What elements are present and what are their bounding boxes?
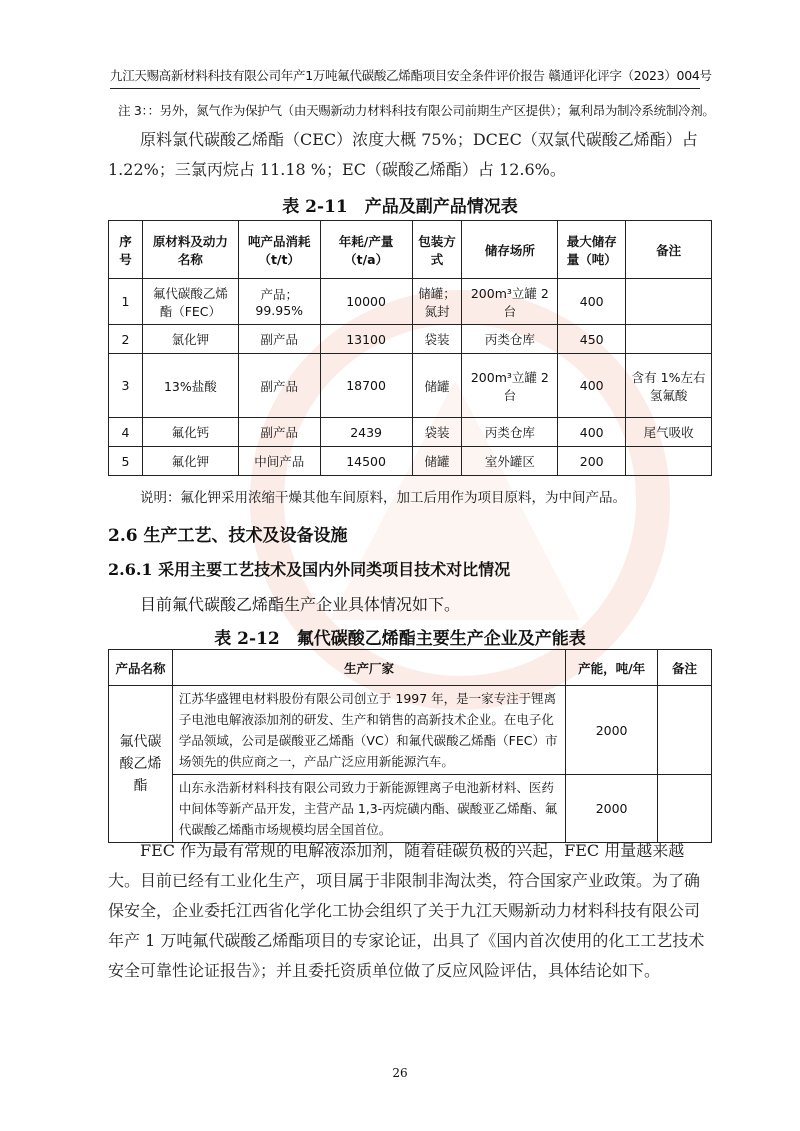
cell: 副产品 bbox=[238, 354, 320, 418]
cell: 副产品 bbox=[238, 325, 320, 354]
cell: 袋装 bbox=[412, 418, 462, 447]
cell: 丙类仓库 bbox=[462, 418, 558, 447]
cell bbox=[626, 279, 712, 325]
page-number: 26 bbox=[392, 1066, 408, 1080]
col-header: 备注 bbox=[658, 650, 712, 686]
subsection-heading: 2.6.1 采用主要工艺技术及国内外同类项目技术对比情况 bbox=[108, 560, 511, 579]
producer-table bbox=[108, 649, 712, 843]
paragraph-fec-usage: FEC 作为最有常规的电解液添加剂，随着硅碳负极的兴起，FEC 用量越来越大。目前已经有工业化生产，项目属于非限制非淘汰类，符合国家产业政策。为了确保安全，企业委托江西省化学化工协会组织了关于九江天赐新动力材料科技有限公司年产 1 万吨氟代碳酸乙烯酯项目的专家论证，出具了《国内首次使用的化工工艺技术安全可靠性论证报告》；并且委托资质单位做了反应风险评估，具体结论如下。 bbox=[108, 841, 705, 980]
table2-caption: 表 2-12 氟代碳酸乙烯酯主要生产企业及产能表 bbox=[214, 629, 586, 649]
cell: 5 bbox=[109, 447, 143, 476]
cell: 13%盐酸 bbox=[142, 354, 238, 418]
capacity-cell: 2000 bbox=[566, 775, 658, 843]
table-row bbox=[109, 354, 712, 418]
cell: 中间产品 bbox=[238, 447, 320, 476]
table-header-row bbox=[109, 650, 712, 686]
cell bbox=[626, 447, 712, 476]
capacity-cell: 2000 bbox=[566, 686, 658, 775]
paragraph-intro: 目前氟代碳酸乙烯酯生产企业具体情况如下。 bbox=[140, 595, 461, 614]
page-header: 九江天赐高新材料科技有限公司年产1万吨氟代碳酸乙烯酯项目安全条件评价报告 赣通评化评字（2023）004号 bbox=[110, 66, 700, 89]
section-heading: 2.6 生产工艺、技术及设备设施 bbox=[108, 526, 348, 546]
cell: 400 bbox=[558, 279, 626, 325]
col-header: 产能，吨/年 bbox=[566, 650, 658, 686]
cell: 400 bbox=[558, 354, 626, 418]
col-header: 产品名称 bbox=[109, 650, 173, 686]
col-header: 备注 bbox=[626, 221, 712, 279]
cell: 3 bbox=[109, 354, 143, 418]
cell: 1 bbox=[109, 279, 143, 325]
table-row bbox=[109, 279, 712, 325]
remark-cell bbox=[658, 686, 712, 775]
table-row bbox=[109, 686, 712, 775]
table-row bbox=[109, 775, 712, 843]
product-table bbox=[108, 220, 712, 476]
product-name-cell: 氟代碳酸乙烯酯 bbox=[109, 686, 173, 843]
remark-cell bbox=[658, 775, 712, 843]
cell: 袋装 bbox=[412, 325, 462, 354]
table1-explanation: 说明：氟化钾采用浓缩干燥其他车间原料，加工后用作为项目原料，为中间产品。 bbox=[140, 490, 626, 506]
cell: 氟代碳酸乙烯酯（FEC） bbox=[142, 279, 238, 325]
cell: 丙类仓库 bbox=[462, 325, 558, 354]
col-header: 吨产品消耗（t/t） bbox=[238, 221, 320, 279]
cell: 2 bbox=[109, 325, 143, 354]
table1-caption: 表 2-11 产品及副产品情况表 bbox=[282, 197, 518, 217]
cell: 尾气吸收 bbox=[626, 418, 712, 447]
cell: 18700 bbox=[320, 354, 412, 418]
cell: 13100 bbox=[320, 325, 412, 354]
cell: 储罐 bbox=[412, 447, 462, 476]
cell bbox=[626, 325, 712, 354]
table-row bbox=[109, 325, 712, 354]
cell: 室外罐区 bbox=[462, 447, 558, 476]
col-header: 最大储存量（吨） bbox=[558, 221, 626, 279]
cell: 储罐；氮封 bbox=[412, 279, 462, 325]
producer-description: 山东永浩新材料科技有限公司致力于新能源锂离子电池新材料、医药中间体等新产品开发，主营产品 1,3-丙烷磺内酯、碳酸亚乙烯酯、氟代碳酸乙烯酯市场规模均居全国首位。 bbox=[172, 775, 565, 843]
cell: 氟化钾 bbox=[142, 447, 238, 476]
col-header: 包装方式 bbox=[412, 221, 462, 279]
col-header: 序号 bbox=[109, 221, 143, 279]
cell: 14500 bbox=[320, 447, 412, 476]
cell: 200m³立罐 2 台 bbox=[462, 354, 558, 418]
cell: 含有 1%左右氢氟酸 bbox=[626, 354, 712, 418]
cell: 储罐 bbox=[412, 354, 462, 418]
cell: 副产品 bbox=[238, 418, 320, 447]
cell: 2439 bbox=[320, 418, 412, 447]
table-row bbox=[109, 447, 712, 476]
cell: 10000 bbox=[320, 279, 412, 325]
col-header: 年耗/产量（t/a） bbox=[320, 221, 412, 279]
col-header: 储存场所 bbox=[462, 221, 558, 279]
cell: 200 bbox=[558, 447, 626, 476]
table-header-row bbox=[109, 221, 712, 279]
cell: 氟化钙 bbox=[142, 418, 238, 447]
col-header: 原材料及动力名称 bbox=[142, 221, 238, 279]
paragraph-cec-composition: 原料氯代碳酸乙烯酯（CEC）浓度大概 75%；DCEC（双氯代碳酸乙烯酯）占 1.22%；三氯丙烷占 11.18 %；EC（碳酸乙烯酯）占 12.6%。 bbox=[108, 130, 698, 179]
cell: 200m³立罐 2 台 bbox=[462, 279, 558, 325]
note-text: 注 3：：另外，氮气作为保护气（由天赐新动力材料科技有限公司前期生产区提供）；氟利昂为制冷系统制冷剂。 bbox=[118, 103, 715, 118]
col-header: 生产厂家 bbox=[172, 650, 565, 686]
cell: 氯化钾 bbox=[142, 325, 238, 354]
cell: 400 bbox=[558, 418, 626, 447]
table-row bbox=[109, 418, 712, 447]
cell: 450 bbox=[558, 325, 626, 354]
producer-description: 江苏华盛锂电材料股份有限公司创立于 1997 年，是一家专注于锂离子电池电解液添加剂的研发、生产和销售的高新技术企业。在电子化学品领域，公司是碳酸亚乙烯酯（VC）和氟代碳酸乙烯酯（FEC）市场领先的供应商之一，产品广泛应用新能源汽车。 bbox=[172, 686, 565, 775]
cell: 产品；99.95% bbox=[238, 279, 320, 325]
cell: 4 bbox=[109, 418, 143, 447]
